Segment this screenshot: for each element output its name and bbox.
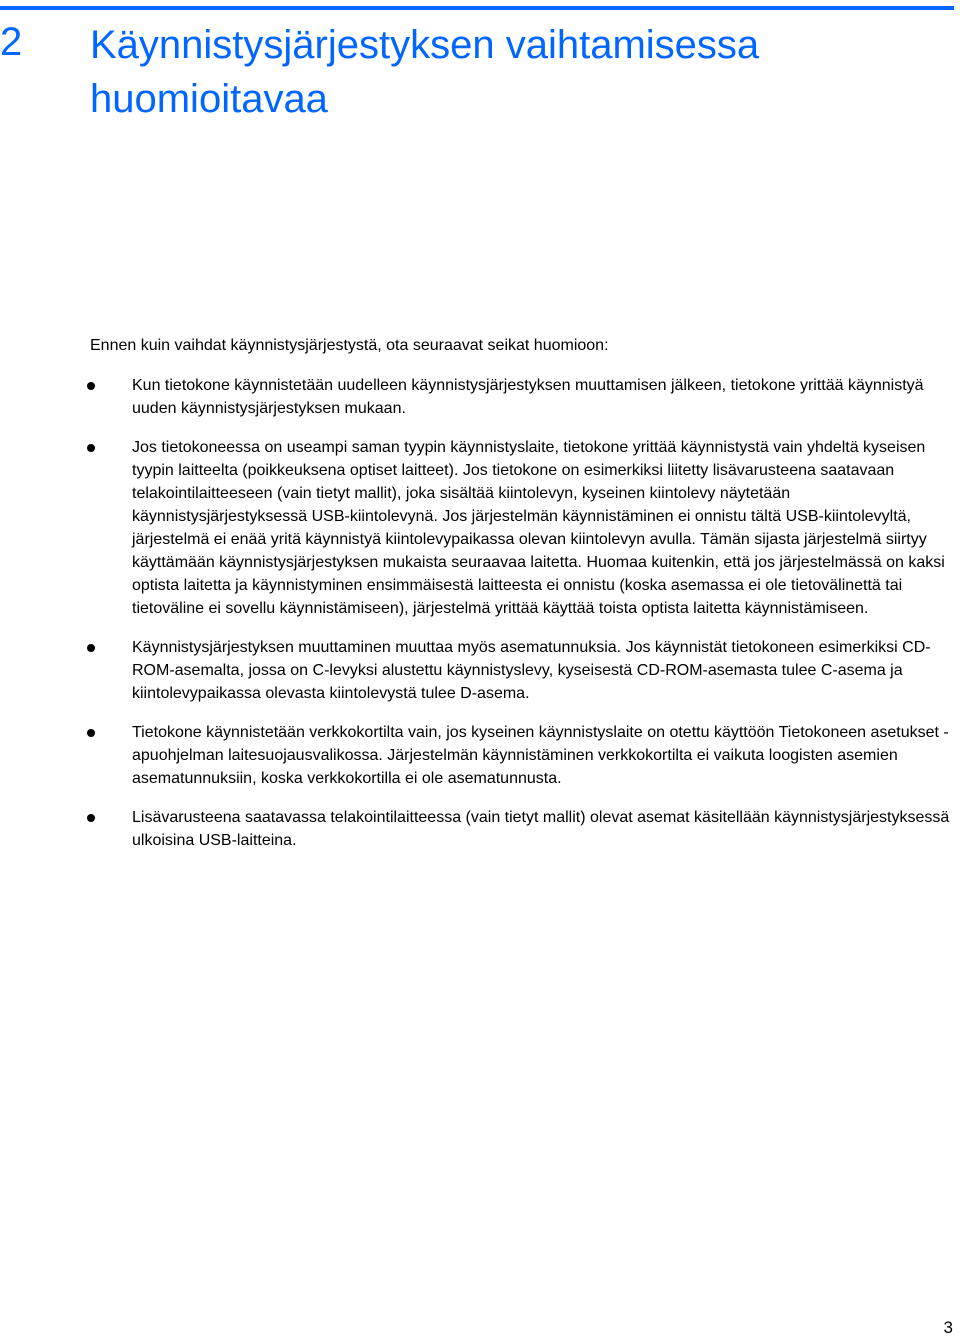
intro-paragraph: Ennen kuin vaihdat käynnistysjärjestystä, ota seuraavat seikat huomioon: — [90, 337, 609, 354]
header-rule — [0, 6, 954, 10]
bullet-icon — [87, 444, 95, 452]
list-item — [132, 721, 957, 790]
list-item-text: Jos tietokoneessa on useampi saman tyypin käynnistyslaite, tietokone yrittää käynnistystä vain yhdeltä kyseisen tyypin laitteelta (poikkeuksena optiset laitteet). Jos tietokone on esimerkiksi liitetty lisävarusteena saatavaan telakointilaitteeseen (vain tietyt mallit), joka sisältää kiintolevyn, kyseinen kiintolevy näytetään käynnistysjärjestyksessä USB-kiintolevynä. Jos järjestelmän käynnistäminen ei onnistu tältä USB-kiintolevyltä, järjestelmä ei enää yritä käynnistyä kiintolevypaikassa olevan kiintolevyn avulla. Tämän sijasta järjestelmä siirtyy käyttämään käynnistysjärjestyksen mukaista seuraavaa laitetta. Huomaa kuitenkin, että jos järjestelmässä on kaksi optista laitetta ja käynnistyminen ensimmäisestä laitteesta ei onnistu (koska asemassa ei ole tietovälinettä tai tietoväline ei sovellu käynnistämiseen), järjestelmä yrittää käyttää toista optista laitetta käynnistämiseen. — [132, 439, 945, 617]
list-item — [132, 436, 957, 620]
bullet-icon — [87, 644, 95, 652]
list-item — [132, 636, 957, 705]
page-number: 3 — [943, 1318, 953, 1337]
list-item-text: Lisävarusteena saatavassa telakointilaitteessa (vain tietyt mallit) olevat asemat käsitellään käynnistysjärjestyksessä ulkoisina USB-laitteina. — [132, 809, 950, 849]
list-item-text: Kun tietokone käynnistetään uudelleen käynnistysjärjestyksen muuttamisen jälkeen, tietokone yrittää käynnistyä uuden käynnistysjärjestyksen mukaan. — [132, 377, 924, 417]
list-item — [132, 374, 957, 420]
chapter-number: 2 — [0, 20, 23, 64]
list-item-text: Tietokone käynnistetään verkkokortilta vain, jos kyseinen käynnistyslaite on otettu käyttöön Tietokoneen asetukset -apuohjelman laitesuojausvalikossa. Järjestelmän käynnistäminen verkkokortilta ei vaikuta loogisten asemien asematunnuksiin, koska verkkokortilla ei ole asematunnusta. — [132, 724, 949, 787]
list-item-text: Käynnistysjärjestyksen muuttaminen muuttaa myös asematunnuksia. Jos käynnistät tietokoneen esimerkiksi CD-ROM-asemalta, jossa on C-levyksi alustettu käynnistyslevy, kyseisestä CD-ROM-asemasta tulee C-asema ja kiintolevypaikassa olevasta kiintolevystä tulee D-asema. — [132, 639, 931, 702]
bullet-icon — [87, 814, 95, 822]
bullet-list — [132, 374, 957, 868]
list-item — [132, 806, 957, 852]
chapter-title: Käynnistysjärjestyksen vaihtamisessa huomioitavaa — [90, 23, 760, 121]
bullet-icon — [87, 382, 95, 390]
bullet-icon — [87, 729, 95, 737]
